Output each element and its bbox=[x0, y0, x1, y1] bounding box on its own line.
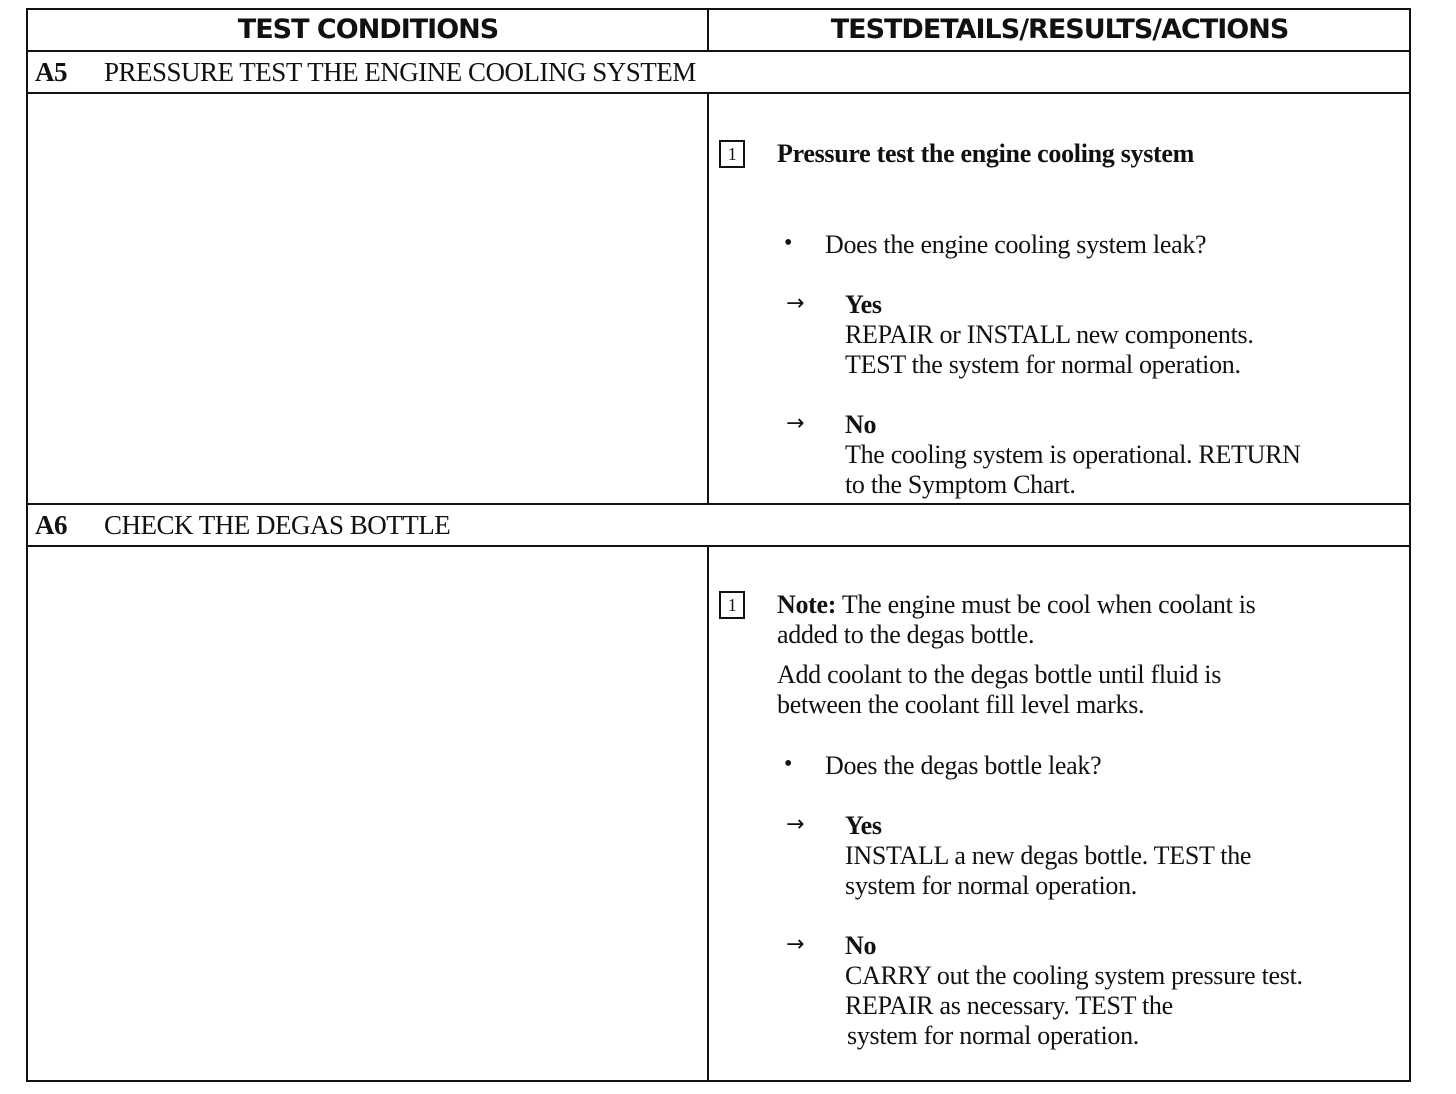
section-a5-id: A5 bbox=[35, 57, 67, 87]
a6-no-label: No bbox=[845, 931, 877, 960]
a6-add-line2: between the coolant fill level marks. bbox=[777, 690, 1145, 719]
a6-column-divider bbox=[707, 547, 709, 1082]
section-a6-id: A6 bbox=[35, 510, 67, 540]
a5-no-label: No bbox=[845, 410, 877, 439]
a6-bullet: • bbox=[784, 751, 792, 777]
a6-yes-label: Yes bbox=[845, 811, 882, 840]
a5-step-number-box: 1 bbox=[719, 140, 745, 168]
a6-yes-line2: system for normal operation. bbox=[845, 871, 1137, 900]
a6-yes-arrow: → bbox=[786, 812, 804, 837]
a5-bullet: • bbox=[784, 230, 792, 256]
a5-yes-line2: TEST the system for normal operation. bbox=[845, 350, 1241, 379]
header-divider bbox=[707, 10, 709, 52]
a5-yes-label: Yes bbox=[845, 290, 882, 319]
a6-note-text: The engine must be cool when coolant is bbox=[836, 590, 1256, 619]
a5-yes-line1: REPAIR or INSTALL new components. bbox=[845, 320, 1254, 349]
section-a6-body bbox=[28, 547, 1409, 1082]
a6-note-line2: added to the degas bottle. bbox=[777, 620, 1035, 649]
a6-no-line3: system for normal operation. bbox=[847, 1021, 1139, 1050]
a5-question: Does the engine cooling system leak? bbox=[825, 230, 1207, 259]
section-a5-title: PRESSURE TEST THE ENGINE COOLING SYSTEM bbox=[104, 57, 696, 87]
a6-no-arrow: → bbox=[786, 932, 804, 957]
section-a6-header bbox=[28, 505, 1409, 547]
section-a5-body bbox=[28, 94, 1409, 505]
a6-add-line1: Add coolant to the degas bottle until fluid is bbox=[777, 660, 1222, 689]
a6-no-line2: REPAIR as necessary. TEST the bbox=[845, 991, 1173, 1020]
a6-no-line1: CARRY out the cooling system pressure test. bbox=[845, 961, 1303, 990]
test-table bbox=[26, 8, 1411, 1082]
a5-step-text: Pressure test the engine cooling system bbox=[777, 139, 1194, 168]
a6-note-line1 bbox=[777, 590, 1255, 620]
table-header bbox=[28, 10, 1409, 52]
a6-yes-line1: INSTALL a new degas bottle. TEST the bbox=[845, 841, 1252, 870]
a6-question: Does the degas bottle leak? bbox=[825, 751, 1102, 780]
section-a5-header bbox=[28, 52, 1409, 94]
header-test-details: TESTDETAILS/RESULTS/ACTIONS bbox=[830, 14, 1289, 45]
a5-no-line1: The cooling system is operational. RETURN bbox=[845, 440, 1301, 469]
header-test-conditions: TEST CONDITIONS bbox=[237, 14, 499, 45]
a6-note-label: Note: bbox=[777, 590, 837, 619]
a5-no-arrow: → bbox=[786, 411, 804, 436]
a5-column-divider bbox=[707, 94, 709, 505]
section-a6-title: CHECK THE DEGAS BOTTLE bbox=[104, 510, 451, 540]
a5-yes-arrow: → bbox=[786, 291, 804, 316]
a6-step-number-box: 1 bbox=[719, 591, 745, 619]
a5-no-line2: to the Symptom Chart. bbox=[845, 470, 1076, 499]
